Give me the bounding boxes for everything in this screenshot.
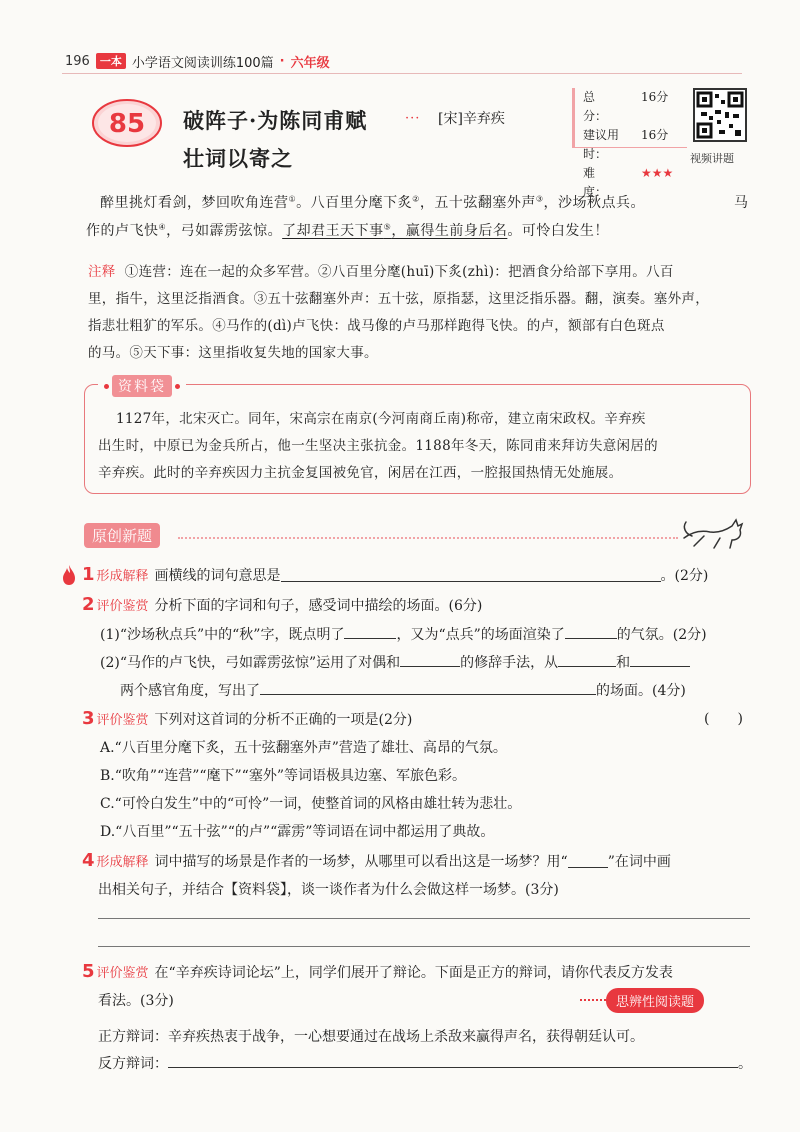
notes-label: 注释 — [88, 264, 116, 280]
qr-caption: 视频讲题 — [690, 152, 734, 165]
time-value: 16分 — [641, 128, 669, 142]
badge-dots — [580, 999, 606, 1001]
info-box — [572, 88, 687, 199]
poem-line1-end: 马 — [734, 195, 749, 211]
resource-line1: 1127年，北宋灭亡。同年，宋高宗在南京(今河南商丘南)称帝，建立南宋政权。辛弃疾 — [116, 411, 646, 427]
poem-line1: 醉里挑灯看剑，梦回吹角连营①。八百里分麾下炙②，五十弦翻塞外声③，沙场秋点兵。 — [100, 194, 646, 211]
difficulty-label: 难 度： — [583, 166, 620, 199]
question-4: 4 形成解释 词中描写的场景是作者的一场梦，从哪里可以看出这是一场梦？用“ ”在词中画 — [82, 850, 671, 871]
notes-line1: 注释 ①连营：连在一起的众多军营。②八百里分麾(huī)下炙(zhì)：把酒食分给部下享用。八百 — [88, 264, 674, 280]
book-title: 小学语文阅读训练100篇 — [131, 55, 274, 71]
con-argument: 反方辩词： 。 — [98, 1053, 752, 1073]
poem-line2: 作的卢飞快④，弓如霹雳弦惊。了却君王天下事⑤，赢得生前身后名。可怜白发生！ — [86, 222, 609, 239]
lesson-number: 85 — [108, 109, 146, 139]
grade-label: 六年级 — [290, 55, 330, 71]
poem-author: [宋]辛弃疾 — [438, 111, 505, 127]
grade-separator: · — [279, 53, 285, 69]
section-dotted-line — [178, 537, 678, 539]
answer-blank-q2-4[interactable] — [558, 652, 616, 667]
score-value: 16分 — [641, 90, 669, 104]
option-b[interactable]: B.“吹角”“连营”“麾下”“塞外”等词语极具边塞、军旅色彩。 — [100, 768, 466, 784]
question-3: 3 评价鉴赏 下列对这首词的分析不正确的一项是(2分) — [82, 708, 413, 729]
question-2: 2 评价鉴赏 分析下面的字词和句子，感受词中描绘的场面。(6分) — [82, 594, 483, 615]
resource-tag — [98, 375, 186, 397]
question-5-line2: 看法。(3分) — [98, 993, 174, 1009]
section-title: 原创新题 — [84, 523, 160, 548]
lesson-number-badge — [92, 98, 162, 148]
poem-title-line1: 破阵子·为陈同甫赋 — [183, 108, 368, 133]
score-label: 总 分： — [583, 90, 620, 123]
question-2-sub2: (2)“马作的卢飞快，弓如霹雳弦惊”运用了对偶和 的修辞手法，从 和 — [100, 652, 690, 672]
answer-blank-q4-symbol[interactable] — [568, 853, 608, 868]
brand-logo: 一本 — [96, 53, 126, 69]
notes-line4: 的马。⑤天下事：这里指收复失地的国家大事。 — [88, 345, 378, 361]
header-divider — [62, 73, 742, 74]
qr-code-icon[interactable] — [693, 88, 747, 142]
time-label: 建议用时： — [583, 128, 620, 161]
flame-icon — [62, 564, 76, 586]
answer-blank-q2-2[interactable] — [565, 624, 617, 639]
answer-blank-q2-3[interactable] — [400, 652, 460, 667]
running-cat-illustration — [680, 512, 750, 552]
question-4-line2: 出相关句子，并结合【资料袋】，谈一谈作者为什么会做这样一场梦。(3分) — [98, 882, 559, 898]
page-number: 196 — [65, 53, 90, 69]
answer-blank-q2-5[interactable] — [630, 652, 690, 667]
resource-line3: 辛弃疾。此时的辛弃疾因力主抗金复国被免官，闲居在江西，一腔报国热情无处施展。 — [98, 465, 623, 481]
notes-line2: 里，指牛，这里泛指酒食。③五十弦翻塞外声：五十弦，原指瑟，这里泛指乐器。翻，演奏。塞外声， — [88, 291, 709, 307]
answer-line-q4-2[interactable] — [98, 946, 750, 947]
pro-argument: 正方辩词：辛弃疾热衷于战争，一心想要通过在战场上杀敌来赢得声名，获得朝廷认可。 — [98, 1029, 644, 1045]
answer-blank-q2-1[interactable] — [344, 624, 396, 639]
answer-line-q4-1[interactable] — [98, 918, 750, 919]
underlined-phrase: 了却君王天下事⑤，赢得生前身后名 — [282, 222, 508, 239]
difficulty-stars: ★★★ — [641, 166, 674, 180]
poem-title-line2: 壮词以寄之 — [183, 146, 293, 171]
resource-line2: 出生时，中原已为金兵所占，他一生坚决主张抗金。1188年冬天，陈同甫来拜访失意闲居的 — [98, 438, 658, 454]
option-a[interactable]: A.“八百里分麾下炙，五十弦翻塞外声”营造了雄壮、高昂的气氛。 — [100, 740, 507, 756]
question-1: 1 形成解释 画横线的词句意思是 。(2分) — [82, 564, 709, 585]
title-dots: ··· — [405, 111, 421, 126]
answer-blank-q1[interactable] — [281, 567, 661, 582]
resource-label: 资料袋 — [112, 375, 172, 397]
answer-paren-q3[interactable]: ( ) — [704, 711, 743, 727]
notes-line3: 指悲壮粗犷的军乐。④马作的(dì)卢飞快：战马像的卢马那样跑得飞快。的卢，额部有白色斑点 — [88, 318, 665, 334]
answer-blank-q2-6[interactable] — [260, 680, 596, 695]
option-c[interactable]: C.“可怜白发生”中的“可怜”一词，使整首词的风格由雄壮转为悲壮。 — [100, 796, 522, 812]
question-2-sub1: (1)“沙场秋点兵”中的“秋”字，既点明了 ，又为“点兵”的场面渲染了 的气氛。(2分) — [100, 624, 707, 644]
page-header — [65, 52, 330, 70]
critical-reading-badge: 思辨性阅读题 — [606, 988, 704, 1013]
question-2-sub2-cont: 两个感官角度，写出了 的场面。(4分) — [120, 680, 686, 700]
option-d[interactable]: D.“八百里”“五十弦”“的卢”“霹雳”等词语在词中都运用了典故。 — [100, 824, 495, 840]
answer-blank-q5[interactable] — [168, 1053, 738, 1068]
question-5: 5 评价鉴赏 在“辛弃疾诗词论坛”上，同学们展开了辩论。下面是正方的辩词，请你代表反方发表 — [82, 961, 673, 982]
